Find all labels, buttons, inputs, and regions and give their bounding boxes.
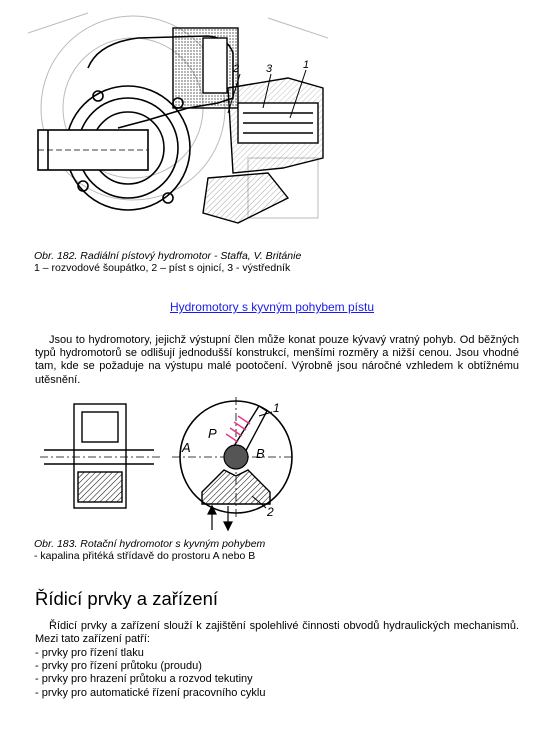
intro-paragraph: Jsou to hydromotory, jejichž výstupní člen může konat pouze kývavý vratný pohyb. Od běžných typů hydromotorů se odlišují jednodušší konstrukcí, menšími rozměry a nižší cenou. Jsou vhodné tam, kde se požaduje na výstupu malé pootočení. Výrobně jsou náročné vzhledem k obtížnému utěsnění. xyxy=(35,334,519,386)
label-1: 1 xyxy=(273,401,280,415)
label-p: P xyxy=(208,426,217,441)
list-item: - prvky pro řízení tlaku xyxy=(35,647,144,659)
label-2: 2 xyxy=(267,505,274,519)
figure-183-legend: - kapalina přitéká střídavě do prostoru A nebo B xyxy=(34,550,256,562)
section-link[interactable]: Hydromotory s kyvným pohybem pístu xyxy=(169,300,375,314)
figure-182-caption xyxy=(34,250,301,274)
section-heading: Řídicí prvky a zařízení xyxy=(35,588,219,609)
list-item: - prvky pro automatické řízení pracovního cyklu xyxy=(35,686,266,699)
controls-list xyxy=(35,647,265,700)
list-item: - prvky pro hrazení průtoku a rozvod tekutiny xyxy=(35,673,253,686)
rotary-hydromotor-drawing xyxy=(34,392,294,534)
label-a: A xyxy=(182,440,191,455)
hydromotor-drawing xyxy=(28,8,328,250)
controls-paragraph: Řídicí prvky a zařízení slouží k zajištění spolehlivé činnosti obvodů hydraulických mechanismů. Mezi tato zařízení patří: xyxy=(35,620,519,646)
figure-183-title: Obr. 183. Rotační hydromotor s kyvným pohybem xyxy=(34,538,266,550)
figure-182-title: Obr. 182. Radiální pístový hydromotor - Staffa, V. Británie xyxy=(34,250,302,262)
label-2: 2 xyxy=(233,63,240,75)
label-b: B xyxy=(256,446,265,461)
label-3: 3 xyxy=(266,63,273,75)
label-1: 1 xyxy=(303,59,310,71)
figure-183-caption xyxy=(34,538,265,562)
list-item: - prvky pro řízení průtoku (proudu) xyxy=(35,660,202,673)
figure-182-legend: 1 – rozvodové šoupátko, 2 – píst s ojnicí, 3 - výstředník xyxy=(34,262,291,274)
